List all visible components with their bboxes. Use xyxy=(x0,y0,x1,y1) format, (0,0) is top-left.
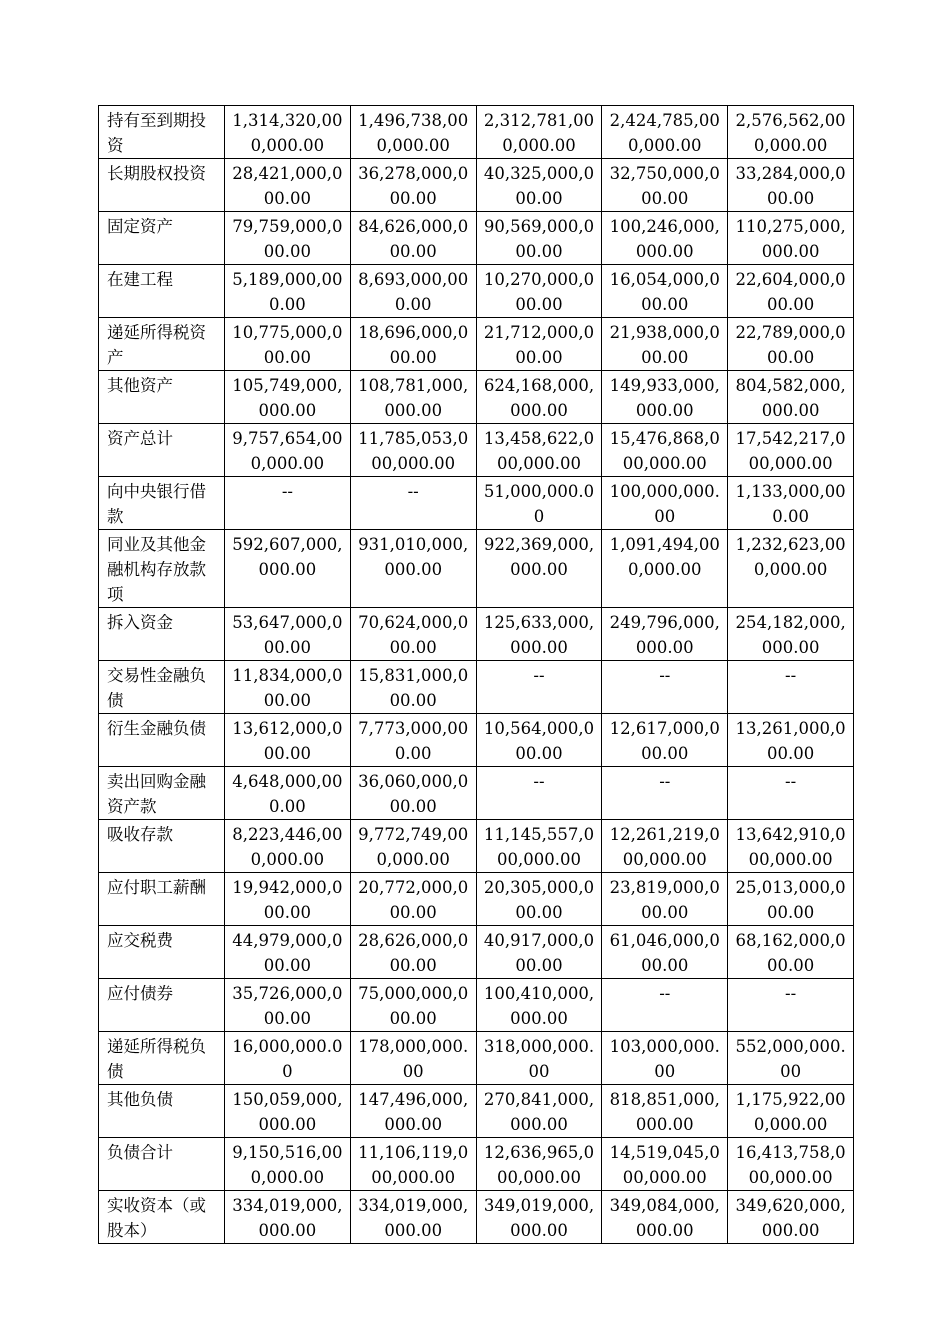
table-row xyxy=(99,106,854,159)
value-cell: 1,496,738,000,000.00 xyxy=(350,106,476,159)
value-cell: 11,785,053,000,000.00 xyxy=(350,424,476,477)
value-cell: 1,133,000,000.00 xyxy=(728,477,854,530)
row-label: 长期股权投资 xyxy=(99,159,225,212)
value-cell: 8,223,446,000,000.00 xyxy=(225,820,351,873)
value-cell: 1,091,494,000,000.00 xyxy=(602,530,728,608)
value-cell: 150,059,000,000.00 xyxy=(225,1085,351,1138)
value-cell: 1,175,922,000,000.00 xyxy=(728,1085,854,1138)
table-row xyxy=(99,1191,854,1244)
table-row xyxy=(99,1085,854,1138)
value-cell: 13,642,910,000,000.00 xyxy=(728,820,854,873)
value-cell: 15,831,000,000.00 xyxy=(350,661,476,714)
table-row xyxy=(99,767,854,820)
table-row xyxy=(99,714,854,767)
table-row xyxy=(99,1138,854,1191)
value-cell: 53,647,000,000.00 xyxy=(225,608,351,661)
value-cell: 5,189,000,000.00 xyxy=(225,265,351,318)
value-cell: 8,693,000,000.00 xyxy=(350,265,476,318)
value-cell: -- xyxy=(602,767,728,820)
row-label: 在建工程 xyxy=(99,265,225,318)
value-cell: 20,305,000,000.00 xyxy=(476,873,602,926)
value-cell: 2,424,785,000,000.00 xyxy=(602,106,728,159)
value-cell: 110,275,000,000.00 xyxy=(728,212,854,265)
value-cell: 922,369,000,000.00 xyxy=(476,530,602,608)
value-cell: 349,019,000,000.00 xyxy=(476,1191,602,1244)
value-cell: 592,607,000,000.00 xyxy=(225,530,351,608)
value-cell: 18,696,000,000.00 xyxy=(350,318,476,371)
table-row xyxy=(99,820,854,873)
value-cell: 61,046,000,000.00 xyxy=(602,926,728,979)
row-label: 拆入资金 xyxy=(99,608,225,661)
value-cell: 11,106,119,000,000.00 xyxy=(350,1138,476,1191)
table-row xyxy=(99,926,854,979)
value-cell: 12,617,000,000.00 xyxy=(602,714,728,767)
value-cell: 804,582,000,000.00 xyxy=(728,371,854,424)
value-cell: 35,726,000,000.00 xyxy=(225,979,351,1032)
value-cell: 931,010,000,000.00 xyxy=(350,530,476,608)
value-cell: 10,270,000,000.00 xyxy=(476,265,602,318)
row-label: 卖出回购金融资产款 xyxy=(99,767,225,820)
row-label: 同业及其他金融机构存放款项 xyxy=(99,530,225,608)
table-row xyxy=(99,477,854,530)
value-cell: 15,476,868,000,000.00 xyxy=(602,424,728,477)
value-cell: 79,759,000,000.00 xyxy=(225,212,351,265)
row-label: 其他资产 xyxy=(99,371,225,424)
row-label: 吸收存款 xyxy=(99,820,225,873)
value-cell: 149,933,000,000.00 xyxy=(602,371,728,424)
value-cell: 84,626,000,000.00 xyxy=(350,212,476,265)
row-label: 持有至到期投资 xyxy=(99,106,225,159)
value-cell: 36,278,000,000.00 xyxy=(350,159,476,212)
value-cell: -- xyxy=(350,477,476,530)
row-label: 应付职工薪酬 xyxy=(99,873,225,926)
value-cell: 147,496,000,000.00 xyxy=(350,1085,476,1138)
value-cell: 349,620,000,000.00 xyxy=(728,1191,854,1244)
value-cell: -- xyxy=(476,661,602,714)
value-cell: -- xyxy=(728,979,854,1032)
value-cell: 100,000,000.00 xyxy=(602,477,728,530)
value-cell: 4,648,000,000.00 xyxy=(225,767,351,820)
table-body xyxy=(99,106,854,1244)
value-cell: 9,757,654,000,000.00 xyxy=(225,424,351,477)
row-label: 固定资产 xyxy=(99,212,225,265)
value-cell: 103,000,000.00 xyxy=(602,1032,728,1085)
row-label: 衍生金融负债 xyxy=(99,714,225,767)
row-label: 交易性金融负债 xyxy=(99,661,225,714)
value-cell: 552,000,000.00 xyxy=(728,1032,854,1085)
value-cell: 90,569,000,000.00 xyxy=(476,212,602,265)
value-cell: -- xyxy=(728,661,854,714)
value-cell: 125,633,000,000.00 xyxy=(476,608,602,661)
value-cell: 13,458,622,000,000.00 xyxy=(476,424,602,477)
value-cell: -- xyxy=(476,767,602,820)
value-cell: 16,054,000,000.00 xyxy=(602,265,728,318)
value-cell: 1,314,320,000,000.00 xyxy=(225,106,351,159)
value-cell: 40,917,000,000.00 xyxy=(476,926,602,979)
value-cell: 254,182,000,000.00 xyxy=(728,608,854,661)
value-cell: 68,162,000,000.00 xyxy=(728,926,854,979)
table-row xyxy=(99,318,854,371)
value-cell: 22,604,000,000.00 xyxy=(728,265,854,318)
value-cell: 105,749,000,000.00 xyxy=(225,371,351,424)
value-cell: 624,168,000,000.00 xyxy=(476,371,602,424)
value-cell: 19,942,000,000.00 xyxy=(225,873,351,926)
value-cell: 51,000,000.00 xyxy=(476,477,602,530)
value-cell: 28,421,000,000.00 xyxy=(225,159,351,212)
table-row xyxy=(99,979,854,1032)
value-cell: 40,325,000,000.00 xyxy=(476,159,602,212)
value-cell: -- xyxy=(225,477,351,530)
table-row xyxy=(99,661,854,714)
value-cell: -- xyxy=(602,979,728,1032)
value-cell: 22,789,000,000.00 xyxy=(728,318,854,371)
value-cell: 11,145,557,000,000.00 xyxy=(476,820,602,873)
value-cell: 2,576,562,000,000.00 xyxy=(728,106,854,159)
balance-sheet-table xyxy=(98,105,854,1244)
value-cell: 13,612,000,000.00 xyxy=(225,714,351,767)
table-row xyxy=(99,265,854,318)
value-cell: 32,750,000,000.00 xyxy=(602,159,728,212)
value-cell: 9,150,516,000,000.00 xyxy=(225,1138,351,1191)
row-label: 其他负债 xyxy=(99,1085,225,1138)
value-cell: 100,410,000,000.00 xyxy=(476,979,602,1032)
value-cell: 12,261,219,000,000.00 xyxy=(602,820,728,873)
value-cell: 100,246,000,000.00 xyxy=(602,212,728,265)
value-cell: 33,284,000,000.00 xyxy=(728,159,854,212)
value-cell: 21,712,000,000.00 xyxy=(476,318,602,371)
value-cell: 10,564,000,000.00 xyxy=(476,714,602,767)
row-label: 负债合计 xyxy=(99,1138,225,1191)
row-label: 资产总计 xyxy=(99,424,225,477)
value-cell: 9,772,749,000,000.00 xyxy=(350,820,476,873)
value-cell: 334,019,000,000.00 xyxy=(225,1191,351,1244)
row-label: 向中央银行借款 xyxy=(99,477,225,530)
value-cell: 20,772,000,000.00 xyxy=(350,873,476,926)
value-cell: 75,000,000,000.00 xyxy=(350,979,476,1032)
value-cell: -- xyxy=(602,661,728,714)
value-cell: 25,013,000,000.00 xyxy=(728,873,854,926)
value-cell: 2,312,781,000,000.00 xyxy=(476,106,602,159)
row-label: 应交税费 xyxy=(99,926,225,979)
value-cell: 13,261,000,000.00 xyxy=(728,714,854,767)
table-row xyxy=(99,1032,854,1085)
value-cell: 21,938,000,000.00 xyxy=(602,318,728,371)
value-cell: 16,000,000.00 xyxy=(225,1032,351,1085)
table-row xyxy=(99,608,854,661)
row-label: 递延所得税负债 xyxy=(99,1032,225,1085)
value-cell: 108,781,000,000.00 xyxy=(350,371,476,424)
table-row xyxy=(99,212,854,265)
value-cell: 44,979,000,000.00 xyxy=(225,926,351,979)
value-cell: 1,232,623,000,000.00 xyxy=(728,530,854,608)
row-label: 实收资本（或股本） xyxy=(99,1191,225,1244)
value-cell: 349,084,000,000.00 xyxy=(602,1191,728,1244)
table-row xyxy=(99,371,854,424)
value-cell: 28,626,000,000.00 xyxy=(350,926,476,979)
value-cell: 23,819,000,000.00 xyxy=(602,873,728,926)
value-cell: 270,841,000,000.00 xyxy=(476,1085,602,1138)
row-label: 应付债券 xyxy=(99,979,225,1032)
row-label: 递延所得税资产 xyxy=(99,318,225,371)
value-cell: 12,636,965,000,000.00 xyxy=(476,1138,602,1191)
value-cell: 70,624,000,000.00 xyxy=(350,608,476,661)
table-row xyxy=(99,873,854,926)
value-cell: 16,413,758,000,000.00 xyxy=(728,1138,854,1191)
table-row xyxy=(99,159,854,212)
value-cell: 178,000,000.00 xyxy=(350,1032,476,1085)
value-cell: 14,519,045,000,000.00 xyxy=(602,1138,728,1191)
value-cell: 318,000,000.00 xyxy=(476,1032,602,1085)
table-row xyxy=(99,424,854,477)
table-row xyxy=(99,530,854,608)
value-cell: 249,796,000,000.00 xyxy=(602,608,728,661)
value-cell: 818,851,000,000.00 xyxy=(602,1085,728,1138)
value-cell: 11,834,000,000.00 xyxy=(225,661,351,714)
value-cell: 7,773,000,000.00 xyxy=(350,714,476,767)
value-cell: -- xyxy=(728,767,854,820)
value-cell: 36,060,000,000.00 xyxy=(350,767,476,820)
value-cell: 10,775,000,000.00 xyxy=(225,318,351,371)
value-cell: 17,542,217,000,000.00 xyxy=(728,424,854,477)
value-cell: 334,019,000,000.00 xyxy=(350,1191,476,1244)
